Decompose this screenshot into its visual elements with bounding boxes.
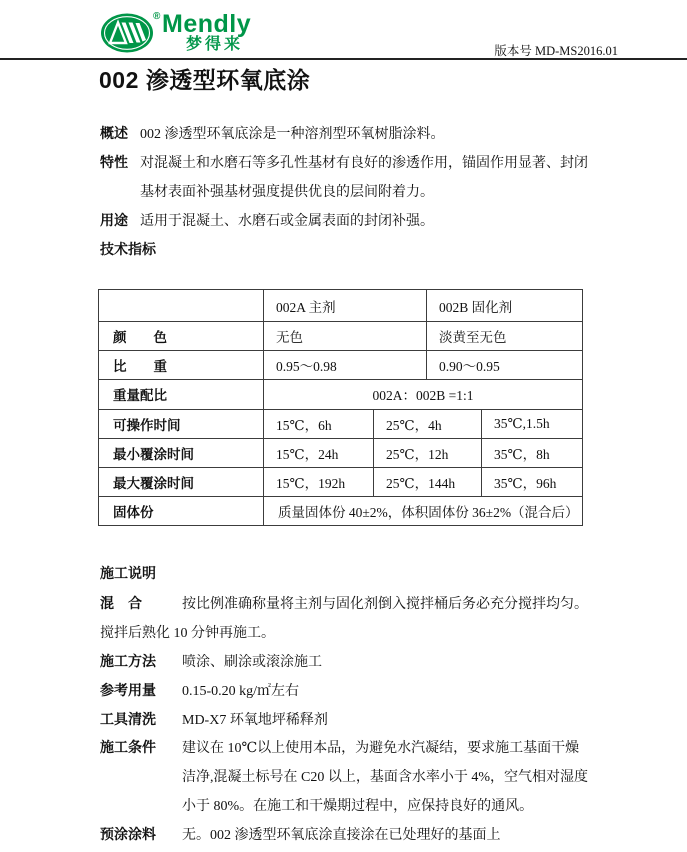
header-divider [0,58,687,60]
construction-text: 洁净,混凝土标号在 C20 以上，基面含水率小于 4%，空气相对湿度 [182,770,588,786]
mendly-logo-icon [100,12,156,54]
construction-text: 搅拌后熟化 10 分钟再施工。 [100,626,275,642]
table-row-solids [99,496,582,525]
table-row-ratio [99,379,582,408]
column-header-002a: 002A 主剂 [263,290,426,321]
cell-value: 25℃，4h [373,410,481,438]
cell-value-span: 002A：002B =1:1 [263,380,582,408]
brand-logo [100,12,251,54]
cell-value: 25℃，12h [373,439,481,467]
construction-text: 无。002 渗透型环氧底涂直接涂在已处理好的基面上 [182,827,501,843]
row-label: 重量配比 [113,388,167,404]
overview-item-continuation [100,176,635,205]
construction-item-tool-cleaning [100,704,640,733]
table-row-min-recoat [99,438,582,467]
construction-label: 参考用量 [100,681,156,698]
registered-trademark-symbol: ® [153,11,161,22]
table-row-pot-life [99,409,582,438]
construction-item-dosage [100,675,640,704]
overview-text: 002 渗透型环氧底涂是一种溶剂型环氧树脂涂料。 [140,126,445,142]
row-label: 颜 色 [113,330,167,346]
row-label: 最小覆涂时间 [113,446,194,462]
row-label: 最大覆涂时间 [113,476,194,492]
tech-specs-table [98,289,583,526]
cell-value: 35℃,1.5h [481,410,582,438]
overview-item [100,147,635,176]
column-header-002b: 002B 固化剂 [426,290,582,321]
construction-text: 喷涂、刷涂或滚涂施工 [182,654,322,670]
construction-heading: 施工说明 [100,565,156,581]
cell-value-span: 质量固体份 40±2%，体积固体份 36±2%（混合后） [263,497,582,525]
construction-item-mixing [100,589,640,618]
brand-name-en: Mendly [162,10,252,38]
construction-item-conditions-line3 [100,791,640,820]
overview-text: 对混凝土和水磨石等多孔性基材有良好的渗透作用，锚固作用显著、封闭 [140,155,588,171]
construction-label: 预涂涂料 [100,825,156,842]
overview-item [100,205,635,234]
table-header-row [99,290,582,321]
construction-item-precoat [100,819,640,848]
brand-name [162,12,251,53]
cell-value: 35℃，96h [481,468,582,496]
construction-item-conditions [100,733,640,762]
row-label: 可操作时间 [113,417,181,433]
tech-specs-heading: 技术指标 [100,241,156,257]
cell-value: 15℃，24h [263,439,373,467]
construction-label: 施工方法 [100,652,156,669]
row-label: 固体份 [113,505,154,521]
construction-text: MD-X7 环氧地坪稀释剂 [182,712,328,728]
cell-value: 0.90～0.95 [426,351,582,379]
construction-label: 施工条件 [100,739,156,756]
overview-text: 适用于混凝土、水磨石或金属表面的封闭补强。 [140,213,434,229]
construction-text: 建议在 10℃以上使用本品，为避免水汽凝结，要求施工基面干燥 [182,741,580,757]
construction-label: 混 合 [100,595,142,612]
table-row-gravity [99,350,582,379]
cell-value: 无色 [263,322,426,350]
brand-name-cn: 梦得来 [186,36,244,53]
cell-value: 0.95～0.98 [263,351,426,379]
page-title: 002 渗透型环氧底涂 [99,67,311,93]
construction-text: 0.15-0.20 kg/㎡左右 [182,683,300,699]
cell-value: 15℃，192h [263,468,373,496]
version-number: 版本号 MD-MS2016.01 [494,44,618,58]
construction-item-conditions-line2 [100,762,640,791]
construction-item-method [100,647,640,676]
header-empty-cell [99,290,263,321]
construction-text: 小于 80%。在施工和干燥期过程中，应保持良好的通风。 [182,798,534,814]
overview-label: 用途 [100,211,128,228]
construction-item-mixing-note [100,618,640,647]
table-row-max-recoat [99,467,582,496]
overview-text: 基材表面补强基材强度提供优良的层间附着力。 [140,184,434,200]
cell-value: 25℃，144h [373,468,481,496]
construction-label: 工具清洗 [100,710,156,727]
cell-value: 15℃，6h [263,410,373,438]
construction-section [100,589,640,848]
overview-item [100,118,635,147]
construction-text: 按比例准确称量将主剂与固化剂倒入搅拌桶后务必充分搅拌均匀。 [182,597,588,613]
cell-value: 淡黄至无色 [426,322,582,350]
overview-label: 概述 [100,124,128,141]
table-row-color [99,321,582,350]
overview-section [100,118,635,234]
row-label: 比 重 [113,359,167,375]
overview-label: 特性 [100,153,128,170]
cell-value: 35℃，8h [481,439,582,467]
